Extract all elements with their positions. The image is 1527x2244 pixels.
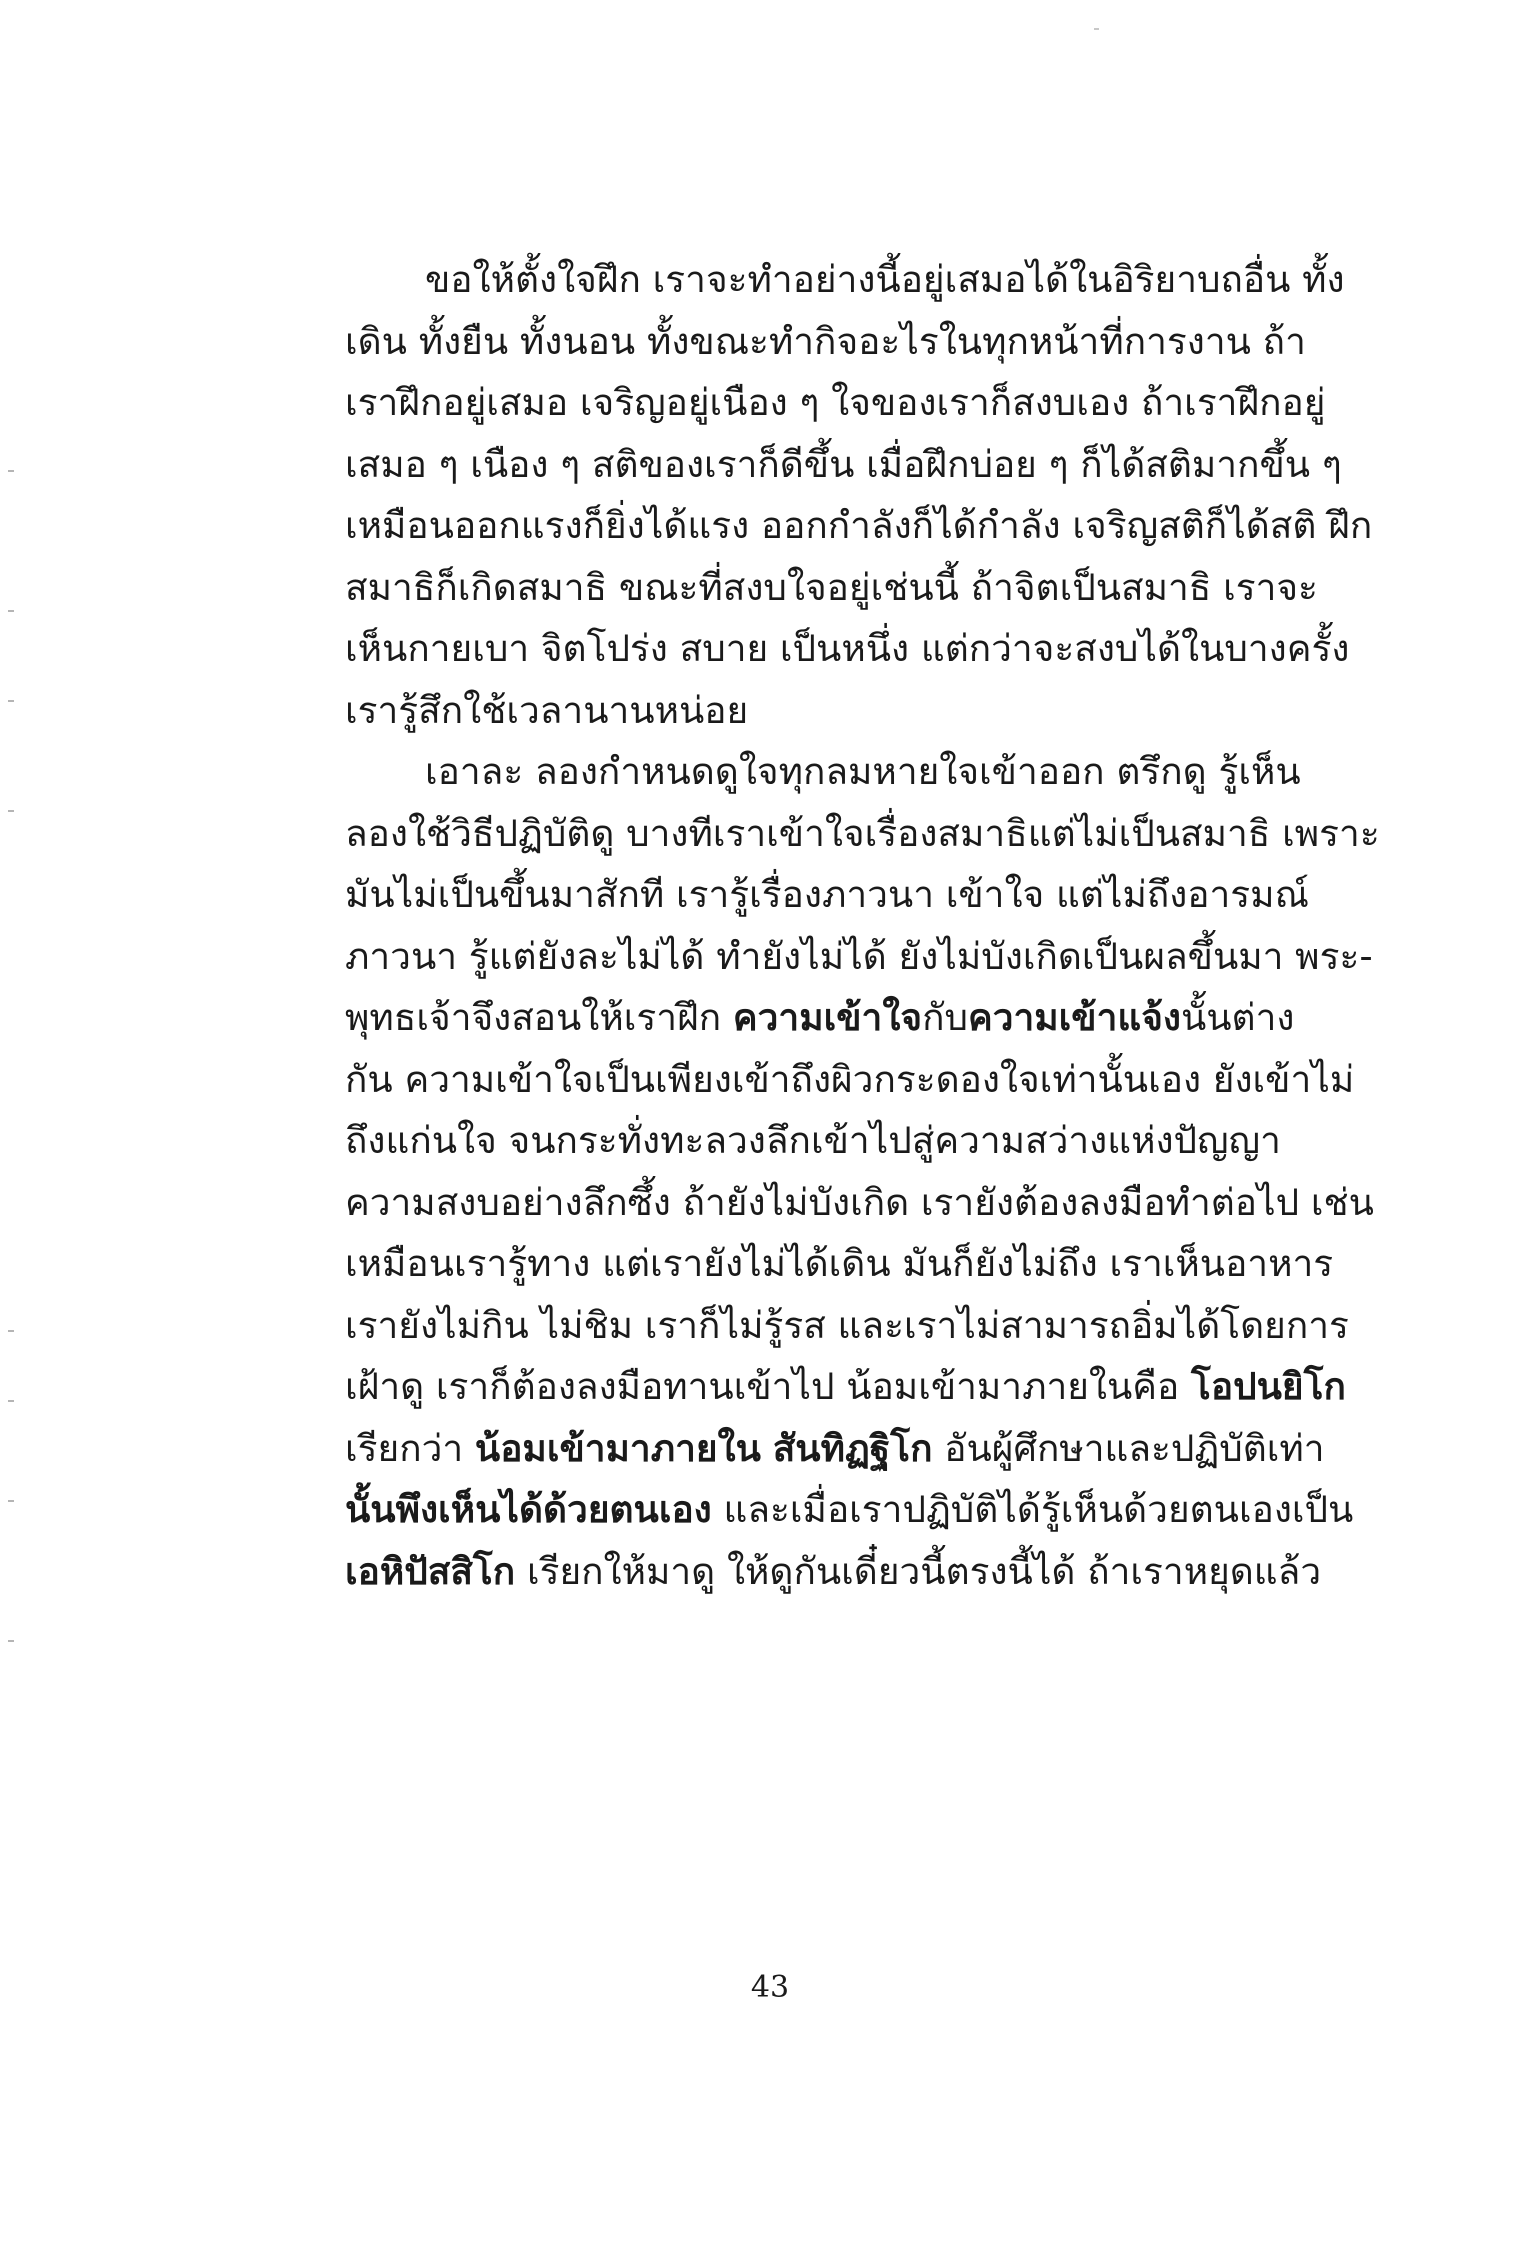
text-run: พุทธเจ้าจึงสอนให้เราฝึก <box>345 996 733 1039</box>
bold-term: สันทิฏฐิโก <box>772 1426 933 1470</box>
text-line <box>345 988 1295 1048</box>
text-run: เราฝึกอยู่เสมอ เจริญอยู่เนือง ๆ ใจของเราก็สงบเอง ถ้าเราฝึกอยู่ <box>345 381 1326 424</box>
text-run: เอาละ ลองกำหนดดูใจทุกลมหายใจเข้าออก ตรึกดู รู้เห็น <box>425 750 1301 793</box>
text-run: อันผู้ศึกษาและปฏิบัติเท่า <box>932 1426 1325 1470</box>
text-line <box>345 435 1342 495</box>
text-line <box>345 496 1373 556</box>
bold-term: น้อมเข้ามาภายใน <box>474 1426 761 1470</box>
text-run: ภาวนา รู้แต่ยังละไม่ได้ ทำยังไม่ได้ ยังไม่บังเกิดเป็นผลขึ้นมา พระ- <box>345 934 1373 978</box>
text-line <box>345 1480 1354 1540</box>
text-run <box>761 1427 773 1470</box>
text-run: กัน ความเข้าใจเป็นเพียงเข้าถึงผิวกระดองใจเท่านั้นเอง ยังเข้าไม่ <box>345 1057 1355 1101</box>
text-run: มันไม่เป็นขึ้นมาสักที เรารู้เรื่องภาวนา เข้าใจ แต่ไม่ถึงอารมณ์ <box>345 873 1309 916</box>
text-line <box>345 804 1380 864</box>
text-line <box>345 373 1326 433</box>
scan-mark <box>8 610 14 612</box>
text-line <box>345 1173 1374 1233</box>
text-run: ความสงบอย่างลึกซึ้ง ถ้ายังไม่บังเกิด เรายังต้องลงมือทำต่อไป เช่น <box>345 1180 1374 1224</box>
text-run: สมาธิก็เกิดสมาธิ ขณะที่สงบใจอยู่เช่นนี้ ถ้าจิตเป็นสมาธิ เราจะ <box>345 565 1318 609</box>
text-run: เรายังไม่กิน ไม่ชิม เราก็ไม่รู้รส และเราไม่สามารถอิ่มได้โดยการ <box>345 1303 1349 1347</box>
text-run: เรียกว่า <box>345 1426 475 1470</box>
text-run: ลองใช้วิธีปฏิบัติดู บางทีเราเข้าใจเรื่องสมาธิแต่ไม่เป็นสมาธิ เพราะ <box>345 811 1380 855</box>
bold-term: ความเข้าแจ้ง <box>967 996 1181 1039</box>
text-line <box>425 742 1301 802</box>
text-run: ถึงแก่นใจ จนกระทั่งทะลวงลึกเข้าไปสู่ความสว่างแห่งปัญญา <box>345 1119 1281 1162</box>
text-line <box>345 1234 1334 1294</box>
text-line <box>345 865 1309 925</box>
text-line <box>345 1357 1346 1417</box>
text-run: เสมอ ๆ เนือง ๆ สติของเราก็ดีขึ้น เมื่อฝึกบ่อย ๆ ก็ได้สติมากขึ้น ๆ <box>345 442 1342 486</box>
scan-mark <box>8 470 14 472</box>
text-line <box>345 927 1373 987</box>
scan-mark <box>1094 28 1099 30</box>
scan-mark <box>8 1500 14 1502</box>
text-line <box>345 1111 1281 1171</box>
text-run: เฝ้าดู เราก็ต้องลงมือทานเข้าไป น้อมเข้ามาภายในคือ <box>345 1365 1192 1408</box>
text-line <box>345 1419 1325 1479</box>
scan-mark <box>8 1400 14 1402</box>
scan-mark <box>8 1330 14 1332</box>
text-line <box>345 558 1318 618</box>
text-run: เรารู้สึกใช้เวลานานหน่อย <box>345 688 749 732</box>
text-run: กับ <box>922 996 968 1039</box>
scan-mark <box>8 1640 14 1642</box>
bold-term: นั้นพึงเห็นได้ด้วยตนเอง <box>345 1488 712 1531</box>
bold-term: โอปนยิโก <box>1191 1365 1346 1408</box>
text-line <box>345 619 1350 679</box>
text-line <box>345 681 1275 741</box>
bold-term: เอหิปัสสิโก <box>345 1549 516 1593</box>
text-run: เหมือนออกแรงก็ยิ่งได้แรง ออกกำลังก็ได้กำลัง เจริญสติก็ได้สติ ฝึก <box>345 504 1373 547</box>
text-line <box>345 1050 1355 1110</box>
text-line <box>345 1542 1322 1602</box>
text-run: และเมื่อเราปฏิบัติได้รู้เห็นด้วยตนเองเป็น <box>711 1488 1354 1531</box>
text-run: เห็นกายเบา จิตโปร่ง สบาย เป็นหนึ่ง แต่กว่าจะสงบได้ในบางครั้ง <box>345 627 1350 670</box>
text-line <box>425 250 1345 310</box>
text-line <box>345 1296 1349 1356</box>
text-run: เดิน ทั้งยืน ทั้งนอน ทั้งขณะทำกิจอะไรในทุกหน้าที่การงาน ถ้า <box>345 319 1306 363</box>
scan-mark <box>8 810 14 812</box>
text-run: นั้นต่าง <box>1180 996 1295 1039</box>
text-run: เหมือนเรารู้ทาง แต่เรายังไม่ได้เดิน มันก็ยังไม่ถึง เราเห็นอาหาร <box>345 1242 1334 1285</box>
scan-mark <box>8 700 14 702</box>
text-line <box>345 312 1306 372</box>
page-number: 43 <box>750 1970 790 2005</box>
bold-term: ความเข้าใจ <box>732 996 923 1039</box>
text-run: เรียกให้มาดู ให้ดูกันเดี๋ยวนี้ตรงนี้ได้ ถ้าเราหยุดแล้ว <box>515 1549 1322 1593</box>
text-run: ขอให้ตั้งใจฝึก เราจะทำอย่างนี้อยู่เสมอได้ในอิริยาบถอื่น ทั้ง <box>425 258 1345 301</box>
